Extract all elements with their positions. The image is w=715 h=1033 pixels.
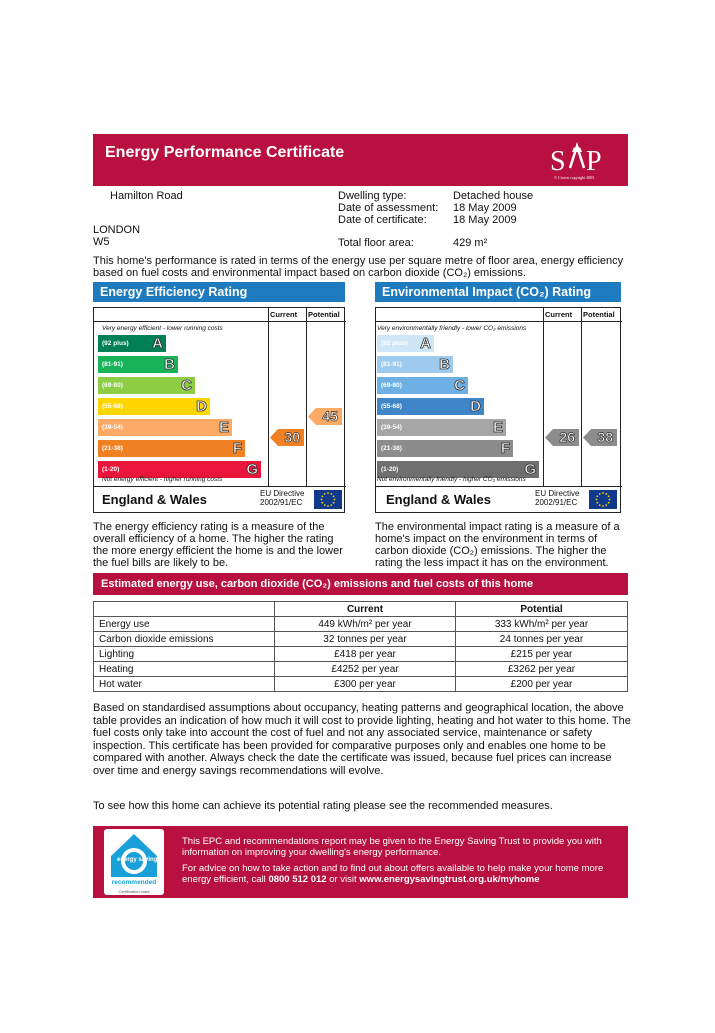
body-text: Based on standardised assumptions about occupancy, heating patterns and geographical location, the above table provides an indication of how much it will cost to provide lighting, heating and hot water to this home. The fuel costs only take into account the cost of fuel and not any associated service, maintenance or safety inspection. This certificate has been provided for comparative purposes only and enables one home to be compared with another. Always check the date the certificate was issued, because fuel prices can increase over time and energy savings recommendations will evolve. <box>93 702 631 777</box>
environment-band-e <box>377 419 506 436</box>
svg-text:P: P <box>586 146 602 177</box>
environment-band-letter: G <box>524 461 536 478</box>
energy-band-letter: E <box>218 419 229 436</box>
energy-potential-rating-arrow <box>308 408 342 425</box>
environment-rating-chart <box>375 307 621 513</box>
footer-line2-text: For advice on how to take action and to find out about offers available to help make your home more energy efficient, call <box>182 863 604 885</box>
address-line: Hamilton Road <box>110 190 183 202</box>
environment-band-range: (92 plus) <box>381 340 408 347</box>
dwelling-type-label: Dwelling type: <box>338 190 407 202</box>
energy-band-range: (39-54) <box>102 424 123 431</box>
energy-band-a <box>98 335 166 352</box>
estimate-cell-potential: £200 per year <box>456 677 628 692</box>
energy-band-f <box>98 440 245 457</box>
energy-band-letter: A <box>152 335 163 352</box>
environment-band-f <box>377 440 513 457</box>
energy-top-note: Very energy efficient - lower running costs <box>102 325 223 332</box>
environment-potential-rating-arrow <box>583 429 617 446</box>
estimate-cell-current: £300 per year <box>275 677 456 692</box>
environment-band-c <box>377 377 468 394</box>
footer-banner <box>93 826 628 898</box>
crown-copyright: © Crown copyright 2005 <box>554 175 595 180</box>
estimate-banner <box>93 573 628 595</box>
energy-band-range: (1-20) <box>102 466 120 473</box>
energy-bottom-note: Not energy efficient - higher running costs <box>102 476 223 483</box>
energy-band-c <box>98 377 195 394</box>
environment-band-letter: D <box>470 398 481 415</box>
estimate-table <box>93 601 628 692</box>
environment-band-letter: A <box>420 335 431 352</box>
header-banner <box>93 134 628 186</box>
page-title: Energy Performance Certificate <box>105 144 345 161</box>
energy-band-range: (81-91) <box>102 361 123 368</box>
footer-phone[interactable]: 0800 512 012 <box>268 874 327 885</box>
estimate-col-potential: Potential <box>456 602 628 617</box>
energy-band-range: (92 plus) <box>102 340 129 347</box>
energy-band-letter: D <box>196 398 207 415</box>
energy-panel-title: Energy Efficiency Rating <box>93 282 345 302</box>
environment-band-d <box>377 398 484 415</box>
environment-band-range: (55-68) <box>381 403 402 410</box>
energy-band-letter: C <box>181 377 192 394</box>
table-row <box>94 617 628 632</box>
energy-directive: EU Directive 2002/91/EC <box>260 489 305 507</box>
footer-line1: This EPC and recommendations report may be given to the Energy Saving Trust to provide you with information on improving your dwelling's energy performance. <box>182 836 602 858</box>
certificate-date-value: 18 May 2009 <box>453 214 517 226</box>
environmental-impact-panel <box>375 282 621 569</box>
environment-bottom-note: Not environmentally friendly - higher CO₂ emissions <box>377 476 526 483</box>
energy-band-range: (21-38) <box>102 445 123 452</box>
environment-top-note: Very environmentally friendly - lower CO₂ emissions <box>377 325 527 332</box>
environment-band-b <box>377 356 453 373</box>
assessment-date-value: 18 May 2009 <box>453 202 517 214</box>
energy-band-letter: B <box>164 356 175 373</box>
environment-current-rating-value: 26 <box>559 429 575 445</box>
environment-col-current: Current <box>545 310 573 319</box>
energy-rating-chart <box>93 307 345 513</box>
energy-band-letter: F <box>232 440 242 457</box>
environment-potential-rating-value: 38 <box>597 429 613 445</box>
estimate-cell-potential: £215 per year <box>456 647 628 662</box>
estimate-cell-label: Heating <box>94 662 275 677</box>
footer-line2-mid: or visit <box>326 874 360 885</box>
environment-current-rating-arrow <box>545 429 579 446</box>
intro-text: This home's performance is rated in terms of the energy use per square metre of floor area, energy efficiency based on fuel costs and environmental impact based on carbon dioxide (CO₂) emissions. <box>93 255 624 279</box>
environment-band-a <box>377 335 434 352</box>
energy-col-current: Current <box>270 310 298 319</box>
assessment-date-label: Date of assessment: <box>338 202 439 214</box>
estimate-cell-current: £4252 per year <box>275 662 456 677</box>
estimate-cell-potential: £3262 per year <box>456 662 628 677</box>
eu-flag-icon <box>589 490 617 509</box>
environment-directive: EU Directive 2002/91/EC <box>535 489 580 507</box>
table-row <box>94 677 628 692</box>
dwelling-type-value: Detached house <box>453 190 534 202</box>
table-row <box>94 632 628 647</box>
energy-efficiency-panel <box>93 282 345 569</box>
recommendation-text: To see how this home can achieve its potential rating please see the recommended measures. <box>93 800 553 812</box>
estimate-cell-current: 32 tonnes per year <box>275 632 456 647</box>
estimate-col-current: Current <box>275 602 456 617</box>
eu-flag-icon <box>314 490 342 509</box>
certificate-date-label: Date of certificate: <box>338 214 427 226</box>
address-postcode: W5 <box>93 236 110 248</box>
environment-band-letter: C <box>454 377 465 394</box>
environment-panel-title: Environmental Impact (CO₂) Rating <box>375 282 621 302</box>
energy-potential-rating-value: 45 <box>322 408 338 424</box>
energy-band-range: (55-68) <box>102 403 123 410</box>
energy-col-potential: Potential <box>308 310 340 319</box>
logo-certification-text: Certification mark <box>118 889 150 894</box>
environment-band-letter: F <box>500 440 510 457</box>
table-row <box>94 647 628 662</box>
estimate-cell-potential: 24 tonnes per year <box>456 632 628 647</box>
estimate-cell-label: Energy use <box>94 617 275 632</box>
energy-band-d <box>98 398 210 415</box>
environment-col-potential: Potential <box>583 310 615 319</box>
energy-saving-recommended-logo <box>101 829 167 895</box>
estimate-cell-label: Lighting <box>94 647 275 662</box>
energy-band-letter: G <box>246 461 258 478</box>
estimate-cell-potential: 333 kWh/m² per year <box>456 617 628 632</box>
energy-current-rating-arrow <box>270 429 304 446</box>
logo-energy-saving-text: energy saving <box>117 857 158 863</box>
environment-band-letter: E <box>492 419 503 436</box>
logo-recommended-text: recommended <box>111 879 157 886</box>
environment-band-letter: B <box>439 356 450 373</box>
estimate-title: Estimated energy use, carbon dioxide (CO₂) emissions and fuel costs of this home <box>101 578 534 590</box>
energy-band-e <box>98 419 232 436</box>
floor-area-label: Total floor area: <box>338 237 414 249</box>
footer-line2 <box>182 863 612 885</box>
footer-url-link[interactable]: www.energysavingtrust.org.uk/myhome <box>359 874 540 885</box>
floor-area-value: 429 m² <box>453 237 488 249</box>
estimate-cell-label: Carbon dioxide emissions <box>94 632 275 647</box>
environment-region: England & Wales <box>386 492 491 507</box>
energy-current-rating-value: 30 <box>284 429 300 445</box>
svg-text:S: S <box>550 146 566 177</box>
table-row <box>94 662 628 677</box>
estimate-cell-current: £418 per year <box>275 647 456 662</box>
estimate-cell-current: 449 kWh/m² per year <box>275 617 456 632</box>
environment-band-range: (81-91) <box>381 361 402 368</box>
address-city: LONDON <box>93 224 141 236</box>
environment-band-range: (21-38) <box>381 445 402 452</box>
estimate-cell-label: Hot water <box>94 677 275 692</box>
energy-band-range: (69-80) <box>102 382 123 389</box>
energy-region: England & Wales <box>102 492 207 507</box>
environment-band-range: (39-54) <box>381 424 402 431</box>
sap-logo <box>548 138 618 182</box>
estimate-table-wrap <box>93 601 628 692</box>
environment-band-range: (1-20) <box>381 466 399 473</box>
energy-caption: The energy efficiency rating is a measure of the overall efficiency of a home. The higher the rating the more energy efficient the home is and the lower the fuel bills are likely to be. <box>93 521 343 569</box>
environment-band-range: (69-80) <box>381 382 402 389</box>
estimate-header-empty <box>94 602 275 617</box>
environment-caption: The environmental impact rating is a measure of a home's impact on the environment in terms of carbon dioxide (CO₂) emissions. The higher the rating the less impact it has on the environment. <box>375 521 620 569</box>
energy-band-b <box>98 356 178 373</box>
